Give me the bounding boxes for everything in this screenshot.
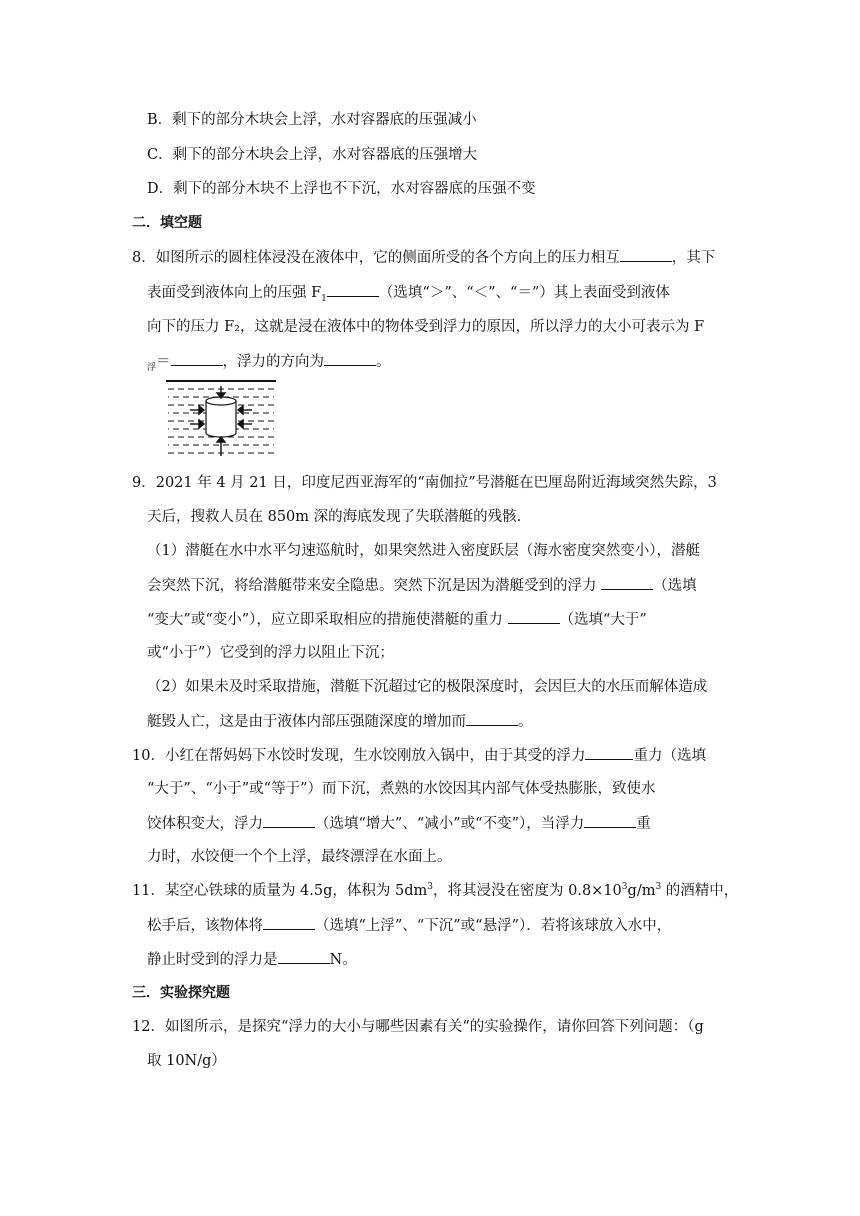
q10-line-1: 10．小红在帮妈妈下水饺时发现，生水饺刚放入锅中，由于其受的浮力 重力（选填 (132, 744, 706, 767)
q9-line-4: 会突然下沉，将给潜艇带来安全隐患。突然下沉是因为潜艇受到的浮力 （选填 (147, 574, 697, 597)
answer-blank (508, 608, 560, 624)
q9-line-2: 天后，搜救人员在 850m 深的海底发现了失联潜艇的残骸. (147, 509, 522, 525)
q10-line-3: 饺体积变大，浮力 （选填“增大”、“减小”或“不变”），当浮力 重 (147, 812, 651, 835)
q11-line-1: 11．某空心铁球的质量为 4.5g，体积为 $5dm^3$，将其浸没在密度为 $0.8\times 10^3g/m^3$ 的酒精中， (132, 882, 739, 899)
answer-blank (263, 812, 315, 828)
q9-line-8: 艇毁人亡，这是由于液体内部压强随深度的增加而 。 (147, 710, 533, 733)
q11-line-3: 静止时受到的浮力是 N。 (147, 948, 357, 971)
q7-option-d: D．剩下的部分木块不上浮也不下沉，水对容器底的压强不变 (147, 181, 536, 197)
answer-blank (466, 710, 518, 726)
answer-blank (601, 574, 653, 590)
q9-line-7: （2）如果未及时采取措施，潜艇下沉超过它的极限深度时，会因巨大的水压而解体造成 (147, 679, 708, 695)
answer-blank (584, 812, 636, 828)
section-title-experiment: 三．实验探究题 (132, 985, 230, 1001)
q9-line-5: “变大”或“变小”），应立即采取相应的措施使潜艇的重力 （选填“大于” (147, 608, 647, 631)
q7-option-c: C．剩下的部分木块会上浮，水对容器底的压强增大 (147, 147, 478, 163)
q9-line-3: （1）潜艇在水中水平匀速巡航时，如果突然进入密度跃层（海水密度突然变小），潜艇 (147, 543, 700, 559)
q8-line-4: $_浮$＝ ，浮力的方向为 。 (147, 350, 391, 373)
q11-line-2: 松手后，该物体将 （选填“上浮”、“下沉”或“悬浮”）．若将该球放入水中， (147, 914, 671, 937)
q8-line-3: 向下的压力 F₂，这就是浸在液体中的物体受到浮力的原因，所以浮力的大小可表示为 F (147, 319, 705, 335)
answer-blank (171, 350, 223, 366)
answer-blank (324, 350, 376, 366)
q9-line-1: 9．2021 年 4 月 21 日，印度尼西亚海军的“南伽拉”号潜艇在巴厘岛附近海域突然失踪，3 (132, 475, 717, 491)
answer-blank (620, 246, 672, 262)
q8-line-2: 表面受到液体向上的压强 $F_1$ （选填“＞”、“＜”、“＝”）其上表面受到液体 (147, 281, 670, 304)
q12-line-2: 取 10N/g） (147, 1053, 226, 1069)
answer-blank (585, 744, 633, 760)
section-title-fill-blank: 二．填空题 (132, 215, 202, 231)
q10-line-4: 力时，水饺便一个个上浮，最终漂浮在水面上。 (147, 849, 452, 865)
answer-blank (278, 948, 330, 964)
q12-line-1: 12．如图所示，是探究“浮力的大小与哪些因素有关“的实验操作，请你回答下列问题：（g (132, 1019, 704, 1035)
q8-line-1: 8．如图所示的圆柱体浸没在液体中，它的侧面所受的各个方向上的压力相互 ，其下 (132, 246, 715, 269)
q7-option-b: B．剩下的部分木块会上浮，水对容器底的压强减小 (147, 112, 477, 128)
q10-line-2: “大于”、“小于”或“等于”）而下沉，煮熟的水饺因其内部气体受热膨胀，致使水 (147, 781, 656, 797)
answer-blank (263, 914, 315, 930)
submerged-cylinder-figure (166, 378, 276, 462)
answer-blank (327, 281, 379, 297)
q9-line-6: 或“小于”）它受到的浮力以阻止下沉； (147, 645, 394, 661)
